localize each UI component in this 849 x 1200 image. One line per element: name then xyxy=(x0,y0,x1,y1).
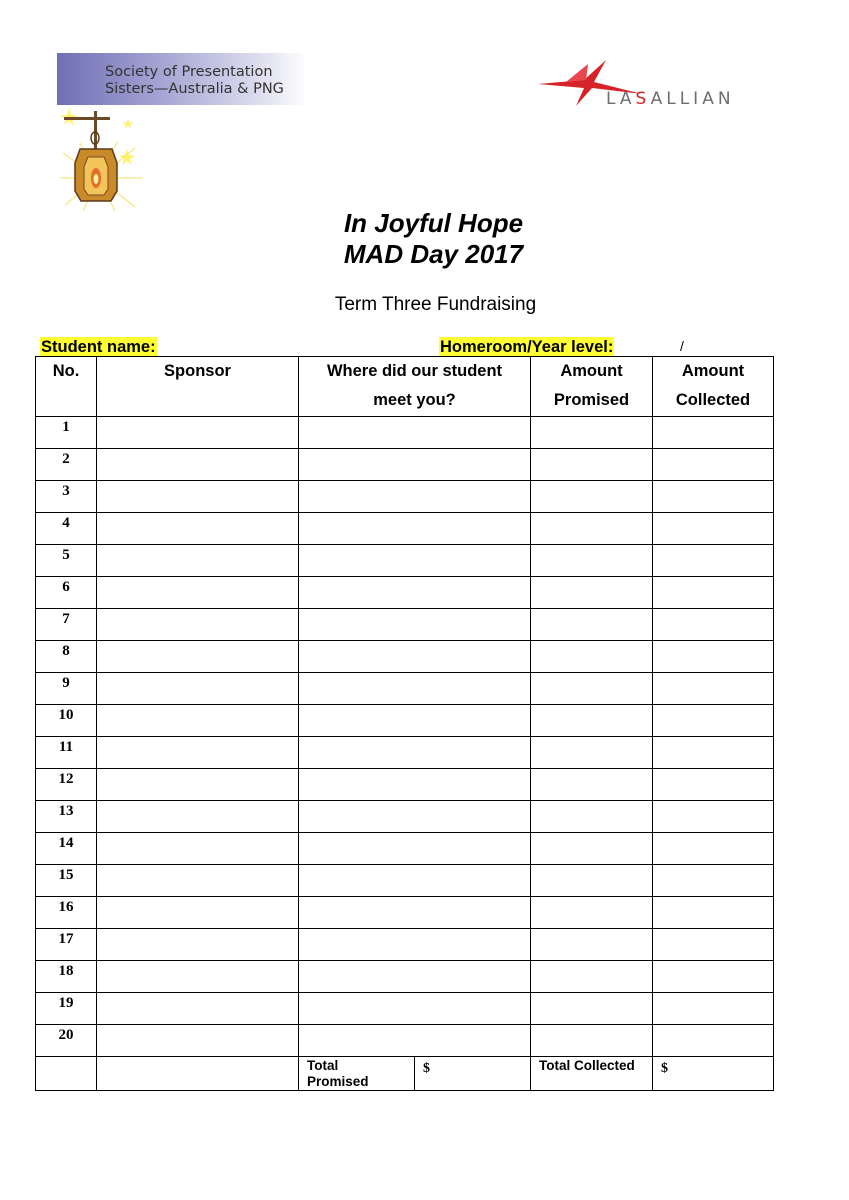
where-met-cell[interactable] xyxy=(299,833,531,865)
header-where-line1: Where did our student xyxy=(326,362,503,380)
amount-promised-cell[interactable] xyxy=(531,609,653,641)
header-no-label: No. xyxy=(52,362,80,380)
amount-promised-cell[interactable] xyxy=(531,577,653,609)
row-number: 13 xyxy=(36,801,97,833)
amount-collected-cell[interactable] xyxy=(653,705,774,737)
amount-collected-cell[interactable] xyxy=(653,897,774,929)
header-amount-collected xyxy=(653,357,774,417)
where-met-cell[interactable] xyxy=(299,609,531,641)
table-row xyxy=(36,417,774,449)
row-number: 20 xyxy=(36,1025,97,1057)
header-no xyxy=(36,357,97,417)
row-number: 19 xyxy=(36,993,97,1025)
header-collected-line1: Amount xyxy=(681,362,745,380)
sponsor-cell[interactable] xyxy=(97,641,299,673)
sponsor-cell[interactable] xyxy=(97,609,299,641)
amount-collected-cell[interactable] xyxy=(653,417,774,449)
table-row xyxy=(36,577,774,609)
table-row xyxy=(36,449,774,481)
presentation-sisters-logo xyxy=(57,53,307,213)
sponsor-cell[interactable] xyxy=(97,897,299,929)
row-number: 4 xyxy=(36,513,97,545)
title-line2: MAD Day 2017 xyxy=(343,239,524,269)
where-met-cell[interactable] xyxy=(299,929,531,961)
amount-promised-cell[interactable] xyxy=(531,897,653,929)
sponsor-cell[interactable] xyxy=(97,769,299,801)
total-promised-label xyxy=(299,1057,415,1091)
where-met-cell[interactable] xyxy=(299,417,531,449)
promised-currency: $ xyxy=(423,1061,430,1076)
homeroom-separator: / xyxy=(680,338,684,354)
total-collected-text: Total Collected xyxy=(539,1058,635,1073)
wordmark-la: LA xyxy=(606,89,636,109)
amount-promised-cell[interactable] xyxy=(531,705,653,737)
amount-collected-cell[interactable] xyxy=(653,641,774,673)
where-met-cell[interactable] xyxy=(299,865,531,897)
total-promised-line1: Total xyxy=(307,1058,339,1073)
document-title xyxy=(0,208,849,270)
total-collected-label xyxy=(531,1057,653,1091)
homeroom-label: Homeroom/Year level: xyxy=(440,338,614,356)
amount-promised-cell[interactable] xyxy=(531,993,653,1025)
amount-promised-cell[interactable] xyxy=(531,865,653,897)
table-row xyxy=(36,865,774,897)
table-row xyxy=(36,641,774,673)
header-collected-line2: Collected xyxy=(675,391,751,409)
title-line1: In Joyful Hope xyxy=(343,208,524,238)
where-met-cell[interactable] xyxy=(299,897,531,929)
table-row xyxy=(36,545,774,577)
subtitle xyxy=(0,294,849,316)
row-number: 18 xyxy=(36,961,97,993)
where-met-cell[interactable] xyxy=(299,545,531,577)
student-name-label: Student name: xyxy=(41,338,156,356)
amount-collected-cell[interactable] xyxy=(653,737,774,769)
table-row xyxy=(36,1025,774,1057)
row-number: 14 xyxy=(36,833,97,865)
amount-collected-cell[interactable] xyxy=(653,577,774,609)
amount-collected-cell[interactable] xyxy=(653,993,774,1025)
wordmark-allian: ALLIAN xyxy=(650,89,735,109)
header-where xyxy=(299,357,531,417)
sponsor-cell[interactable] xyxy=(97,961,299,993)
footer-sponsor-cell xyxy=(97,1057,299,1091)
amount-promised-cell[interactable] xyxy=(531,961,653,993)
table-row xyxy=(36,993,774,1025)
table-row xyxy=(36,513,774,545)
table-row xyxy=(36,833,774,865)
total-collected-field[interactable] xyxy=(653,1057,774,1091)
amount-promised-cell[interactable] xyxy=(531,513,653,545)
amount-collected-cell[interactable] xyxy=(653,833,774,865)
collected-currency: $ xyxy=(661,1061,668,1076)
amount-promised-cell[interactable] xyxy=(531,673,653,705)
where-met-cell[interactable] xyxy=(299,481,531,513)
sponsor-table xyxy=(35,356,774,1091)
table-row xyxy=(36,897,774,929)
sponsor-cell[interactable] xyxy=(97,417,299,449)
row-number: 9 xyxy=(36,673,97,705)
header-promised-line1: Amount xyxy=(560,362,623,380)
amount-collected-cell[interactable] xyxy=(653,769,774,801)
row-number: 17 xyxy=(36,929,97,961)
sponsor-cell[interactable] xyxy=(97,673,299,705)
amount-collected-cell[interactable] xyxy=(653,481,774,513)
table-row xyxy=(36,705,774,737)
row-number: 8 xyxy=(36,641,97,673)
amount-collected-cell[interactable] xyxy=(653,513,774,545)
where-met-cell[interactable] xyxy=(299,993,531,1025)
lasallian-wordmark xyxy=(606,89,735,109)
header-sponsor xyxy=(97,357,299,417)
footer-no-cell xyxy=(36,1057,97,1091)
header-promised-line2: Promised xyxy=(553,391,630,409)
table-row xyxy=(36,801,774,833)
amount-promised-cell[interactable] xyxy=(531,737,653,769)
sponsor-cell[interactable] xyxy=(97,737,299,769)
where-met-cell[interactable] xyxy=(299,705,531,737)
header-sponsor-label: Sponsor xyxy=(164,362,231,380)
where-met-cell[interactable] xyxy=(299,801,531,833)
amount-promised-cell[interactable] xyxy=(531,1025,653,1057)
row-number: 11 xyxy=(36,737,97,769)
sponsor-cell[interactable] xyxy=(97,705,299,737)
amount-promised-cell[interactable] xyxy=(531,769,653,801)
amount-promised-cell[interactable] xyxy=(531,417,653,449)
table-row xyxy=(36,929,774,961)
amount-promised-cell[interactable] xyxy=(531,833,653,865)
amount-collected-cell[interactable] xyxy=(653,961,774,993)
sponsor-cell[interactable] xyxy=(97,545,299,577)
amount-promised-cell[interactable] xyxy=(531,481,653,513)
total-promised-line2: Promised xyxy=(307,1074,369,1089)
sponsor-cell[interactable] xyxy=(97,929,299,961)
where-met-cell[interactable] xyxy=(299,1025,531,1057)
amount-collected-cell[interactable] xyxy=(653,609,774,641)
subtitle-text: Term Three Fundraising xyxy=(334,294,537,315)
logo-text-line2: Sisters—Australia & PNG xyxy=(105,81,284,97)
amount-collected-cell[interactable] xyxy=(653,801,774,833)
table-row xyxy=(36,673,774,705)
table-row xyxy=(36,769,774,801)
where-met-cell[interactable] xyxy=(299,513,531,545)
row-number: 12 xyxy=(36,769,97,801)
row-number: 3 xyxy=(36,481,97,513)
where-met-cell[interactable] xyxy=(299,449,531,481)
amount-promised-cell[interactable] xyxy=(531,929,653,961)
amount-collected-cell[interactable] xyxy=(653,449,774,481)
sponsor-cell[interactable] xyxy=(97,449,299,481)
where-met-cell[interactable] xyxy=(299,961,531,993)
row-number: 2 xyxy=(36,449,97,481)
row-number: 15 xyxy=(36,865,97,897)
sponsor-cell[interactable] xyxy=(97,865,299,897)
row-number: 16 xyxy=(36,897,97,929)
amount-collected-cell[interactable] xyxy=(653,1025,774,1057)
table-row xyxy=(36,961,774,993)
amount-collected-cell[interactable] xyxy=(653,865,774,897)
table-row xyxy=(36,609,774,641)
row-number: 7 xyxy=(36,609,97,641)
row-number: 10 xyxy=(36,705,97,737)
sponsor-cell[interactable] xyxy=(97,833,299,865)
header-where-line2: meet you? xyxy=(373,391,456,409)
where-met-cell[interactable] xyxy=(299,769,531,801)
sponsor-cell[interactable] xyxy=(97,577,299,609)
logo-text-line1: Society of Presentation xyxy=(105,64,273,80)
wordmark-s: S xyxy=(635,89,651,109)
amount-collected-cell[interactable] xyxy=(653,673,774,705)
lasallian-logo xyxy=(536,58,766,112)
amount-collected-cell[interactable] xyxy=(653,929,774,961)
sponsor-cell[interactable] xyxy=(97,801,299,833)
total-promised-field[interactable] xyxy=(415,1057,531,1091)
where-met-cell[interactable] xyxy=(299,641,531,673)
table-row xyxy=(36,737,774,769)
amount-promised-cell[interactable] xyxy=(531,545,653,577)
amount-promised-cell[interactable] xyxy=(531,449,653,481)
table-row xyxy=(36,481,774,513)
lantern-icon xyxy=(55,83,155,213)
sponsor-cell[interactable] xyxy=(97,993,299,1025)
where-met-cell[interactable] xyxy=(299,737,531,769)
where-met-cell[interactable] xyxy=(299,673,531,705)
amount-promised-cell[interactable] xyxy=(531,801,653,833)
amount-collected-cell[interactable] xyxy=(653,545,774,577)
row-number: 1 xyxy=(36,417,97,449)
amount-promised-cell[interactable] xyxy=(531,641,653,673)
row-number: 6 xyxy=(36,577,97,609)
row-number: 5 xyxy=(36,545,97,577)
header-amount-promised xyxy=(531,357,653,417)
sponsor-cell[interactable] xyxy=(97,481,299,513)
sponsor-cell[interactable] xyxy=(97,513,299,545)
where-met-cell[interactable] xyxy=(299,577,531,609)
sponsor-cell[interactable] xyxy=(97,1025,299,1057)
